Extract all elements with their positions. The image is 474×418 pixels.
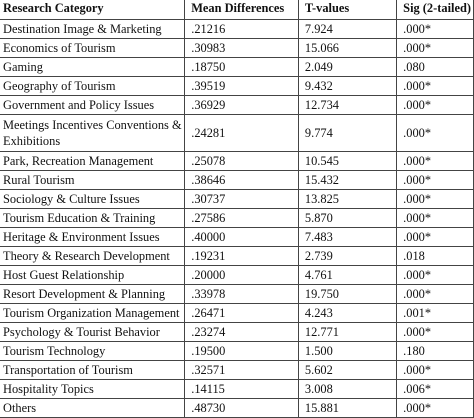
cell-t-value: 2.049 <box>298 58 396 77</box>
cell-significance: .000* <box>397 20 474 39</box>
cell-mean-difference: .27586 <box>185 209 299 228</box>
table-row <box>0 77 474 96</box>
cell-mean-difference: .32571 <box>185 361 299 380</box>
cell-mean-difference: .39519 <box>185 77 299 96</box>
cell-category: Host Guest Relationship <box>0 266 185 285</box>
header-research-category: Research Category <box>0 0 185 20</box>
cell-category: Tourism Organization Management <box>0 304 185 323</box>
table-row <box>0 380 474 399</box>
cell-t-value: 15.881 <box>298 399 396 418</box>
cell-significance: .180 <box>397 342 474 361</box>
cell-significance: .000* <box>397 171 474 190</box>
table-row <box>0 285 474 304</box>
cell-significance: .006* <box>397 380 474 399</box>
cell-category: Hospitality Topics <box>0 380 185 399</box>
cell-mean-difference: .21216 <box>185 20 299 39</box>
cell-category: Rural Tourism <box>0 171 185 190</box>
cell-t-value: 4.243 <box>298 304 396 323</box>
cell-significance: .000* <box>397 228 474 247</box>
cell-t-value: 4.761 <box>298 266 396 285</box>
cell-category: Heritage & Environment Issues <box>0 228 185 247</box>
table-row <box>0 399 474 418</box>
cell-t-value: 2.739 <box>298 247 396 266</box>
cell-t-value: 15.066 <box>298 39 396 58</box>
table-row <box>0 228 474 247</box>
table-row <box>0 323 474 342</box>
table-row <box>0 209 474 228</box>
cell-significance: .000* <box>397 323 474 342</box>
cell-category: Tourism Education & Training <box>0 209 185 228</box>
cell-mean-difference: .33978 <box>185 285 299 304</box>
cell-t-value: 12.734 <box>298 96 396 115</box>
cell-mean-difference: .25078 <box>185 152 299 171</box>
cell-t-value: 9.432 <box>298 77 396 96</box>
cell-significance: .000* <box>397 77 474 96</box>
cell-t-value: 12.771 <box>298 323 396 342</box>
table-row <box>0 247 474 266</box>
cell-significance: .000* <box>397 209 474 228</box>
cell-t-value: 5.602 <box>298 361 396 380</box>
cell-category: Park, Recreation Management <box>0 152 185 171</box>
cell-mean-difference: .19231 <box>185 247 299 266</box>
cell-mean-difference: .26471 <box>185 304 299 323</box>
cell-mean-difference: .24281 <box>185 115 299 152</box>
table-row <box>0 266 474 285</box>
cell-category: Psychology & Tourist Behavior <box>0 323 185 342</box>
cell-significance: .000* <box>397 399 474 418</box>
table-row <box>0 58 474 77</box>
cell-mean-difference: .30737 <box>185 190 299 209</box>
cell-significance: .000* <box>397 361 474 380</box>
cell-mean-difference: .40000 <box>185 228 299 247</box>
table-row <box>0 20 474 39</box>
cell-t-value: 13.825 <box>298 190 396 209</box>
cell-t-value: 5.870 <box>298 209 396 228</box>
table-row <box>0 304 474 323</box>
cell-t-value: 10.545 <box>298 152 396 171</box>
cell-mean-difference: .20000 <box>185 266 299 285</box>
cell-t-value: 3.008 <box>298 380 396 399</box>
header-mean-differences: Mean Differences <box>185 0 299 20</box>
table-row <box>0 152 474 171</box>
cell-mean-difference: .18750 <box>185 58 299 77</box>
cell-t-value: 7.483 <box>298 228 396 247</box>
cell-t-value: 15.432 <box>298 171 396 190</box>
header-row <box>0 0 474 20</box>
table-row <box>0 361 474 380</box>
cell-significance: .000* <box>397 115 474 152</box>
cell-significance: .000* <box>397 39 474 58</box>
cell-t-value: 9.774 <box>298 115 396 152</box>
cell-category: Transportation of Tourism <box>0 361 185 380</box>
cell-category: Tourism Technology <box>0 342 185 361</box>
cell-significance: .000* <box>397 285 474 304</box>
table-row <box>0 39 474 58</box>
cell-category: Theory & Research Development <box>0 247 185 266</box>
cell-category: Government and Policy Issues <box>0 96 185 115</box>
cell-category: Economics of Tourism <box>0 39 185 58</box>
cell-mean-difference: .19500 <box>185 342 299 361</box>
header-t-values: T-values <box>298 0 396 20</box>
cell-significance: .001* <box>397 304 474 323</box>
table-row <box>0 342 474 361</box>
cell-significance: .000* <box>397 152 474 171</box>
cell-category: Sociology & Culture Issues <box>0 190 185 209</box>
cell-category: Resort Development & Planning <box>0 285 185 304</box>
cell-t-value: 1.500 <box>298 342 396 361</box>
cell-mean-difference: .38646 <box>185 171 299 190</box>
cell-category: Destination Image & Marketing <box>0 20 185 39</box>
cell-category: Gaming <box>0 58 185 77</box>
cell-significance: .000* <box>397 266 474 285</box>
cell-mean-difference: .48730 <box>185 399 299 418</box>
cell-category: Others <box>0 399 185 418</box>
table-row <box>0 115 474 152</box>
cell-category: Meetings Incentives Conventions & Exhibitions <box>0 115 185 152</box>
cell-mean-difference: .14115 <box>185 380 299 399</box>
header-sig-2-tailed: Sig (2-tailed) <box>397 0 474 20</box>
table-row <box>0 171 474 190</box>
cell-mean-difference: .23274 <box>185 323 299 342</box>
cell-t-value: 19.750 <box>298 285 396 304</box>
cell-significance: .080 <box>397 58 474 77</box>
cell-mean-difference: .30983 <box>185 39 299 58</box>
cell-category: Geography of Tourism <box>0 77 185 96</box>
cell-significance: .018 <box>397 247 474 266</box>
table-row <box>0 96 474 115</box>
table-row <box>0 190 474 209</box>
cell-t-value: 7.924 <box>298 20 396 39</box>
cell-significance: .000* <box>397 190 474 209</box>
cell-mean-difference: .36929 <box>185 96 299 115</box>
cell-significance: .000* <box>397 96 474 115</box>
